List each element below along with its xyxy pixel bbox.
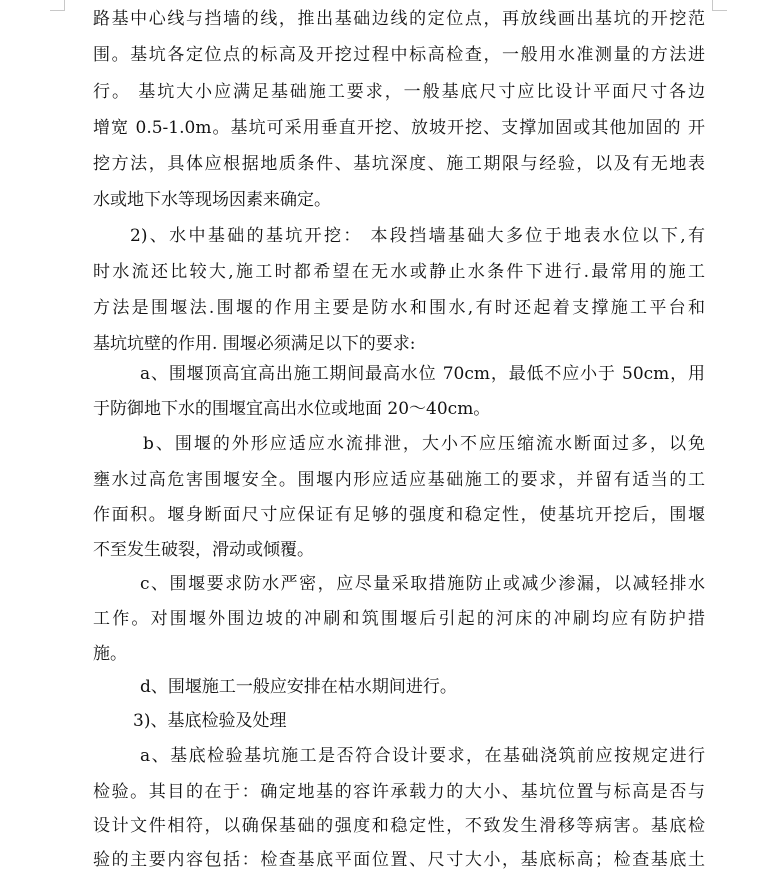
section-heading: 3)、基底检验及处理 — [133, 711, 287, 731]
text-line: 不至发生破裂，滑动或倾覆。 — [93, 540, 314, 560]
text-line: a、基底检验基坑施工是否符合设计要求，在基础浇筑前应按规定进行 — [140, 746, 705, 766]
text-line: 于防御地下水的围堰宜高出水位或地面 20～40cm。 — [93, 399, 491, 419]
text-line: 设计文件相符，以确保基础的强度和稳定性，不致发生滑移等病害。基底检 — [93, 816, 705, 836]
text-line: 路基中心线与挡墙的线，推出基础边线的定位点，再放线画出基坑的开挖范 — [93, 9, 705, 29]
text-line: b、围堰的外形应适应水流排泄，大小不应压缩流水断面过多，以免 — [143, 434, 705, 454]
text-line: 围。基坑各定位点的标高及开挖过程中标高检查，一般用水准测量的方法进 — [93, 45, 705, 65]
text-line: 挖方法，具体应根据地质条件、基坑深度、施工期限与经验，以及有无地表 — [93, 154, 705, 174]
text-line: 增宽 0.5-1.0m。基坑可采用垂直开挖、放坡开挖、支撑加固或其他加固的 开 — [93, 118, 705, 138]
text-line: 检验。其目的在于：确定地基的容许承载力的大小、基坑位置与标高是否与 — [93, 782, 705, 802]
text-line: 基坑坑壁的作用. 围堰必须满足以下的要求: — [93, 334, 416, 354]
text-line: 水或地下水等现场因素来确定。 — [93, 190, 331, 210]
text-line: 验的主要内容包括：检查基底平面位置、尺寸大小，基底标高；检查基底土 — [93, 850, 705, 870]
text-line: d、围堰施工一般应安排在枯水期间进行。 — [140, 677, 457, 697]
text-line: 壅水过高危害围堰安全。围堰内形应适应基础施工的要求，并留有适当的工 — [93, 470, 705, 490]
text-line: 2)、水中基础的基坑开挖： 本段挡墙基础大多位于地表水位以下,有 — [130, 226, 705, 246]
text-line: 作面积。堰身断面尺寸应保证有足够的强度和稳定性，使基坑开挖后，围堰 — [93, 505, 705, 525]
margin-corner-mark-right — [712, 0, 727, 11]
text-line: 行。 基坑大小应满足基础施工要求，一般基底尺寸应比设计平面尺寸各边 — [93, 82, 705, 102]
text-line: 方法是围堰法.围堰的作用主要是防水和围水,有时还起着支撑施工平台和 — [93, 298, 705, 318]
text-line: 工作。对围堰外围边坡的冲刷和筑围堰后引起的河床的冲刷均应有防护措 — [93, 609, 705, 629]
text-line: 施。 — [93, 644, 127, 664]
text-line: 时水流还比较大,施工时都希望在无水或静止水条件下进行.最常用的施工 — [93, 262, 705, 282]
margin-corner-mark-left — [50, 0, 65, 11]
text-line: a、围堰顶高宜高出施工期间最高水位 70cm，最低不应小于 50cm，用 — [140, 364, 705, 384]
text-line: c、围堰要求防水严密，应尽量采取措施防止或减少渗漏，以减轻排水 — [140, 574, 705, 594]
